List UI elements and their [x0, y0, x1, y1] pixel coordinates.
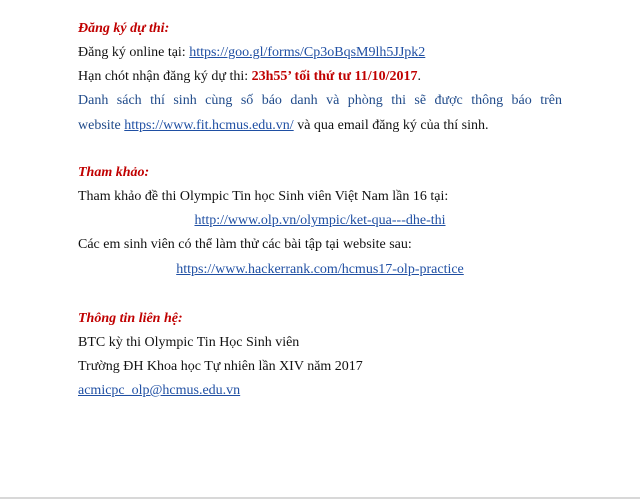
- notice-line-1: Danh sách thí sinh cùng số báo danh và phòng thi sẽ được thông báo trên: [78, 93, 562, 108]
- deadline-time: 23h55’ tối thứ tư 11/10/2017: [251, 69, 418, 84]
- exam-reference-line: [0, 212, 640, 230]
- page-bottom-divider: [0, 497, 640, 499]
- exam-reference-text: Tham khảo đề thi Olympic Tin học Sinh viên Việt Nam lần 16 tại:: [78, 189, 449, 204]
- contact-committee: BTC kỳ thi Olympic Tin Học Sinh viên: [78, 335, 300, 350]
- fit-website-link[interactable]: https://www.fit.hcmus.edu.vn/: [124, 118, 294, 133]
- practice-text: Các em sinh viên có thể làm thử các bài tập tại website sau:: [78, 237, 412, 252]
- contact-heading: Thông tin liên hệ:: [78, 311, 183, 326]
- registration-form-link[interactable]: https://goo.gl/forms/Cp3oBqsM9lh5JJpk2: [189, 45, 426, 60]
- practice-link-line: [0, 261, 640, 279]
- notice-prefix: website: [78, 118, 125, 133]
- notice-suffix: và qua email đăng ký của thí sinh.: [293, 118, 489, 133]
- contact-email-line: [78, 382, 240, 400]
- contact-school: Trường ĐH Khoa học Tự nhiên lần XIV năm 2017: [78, 359, 363, 374]
- deadline-label: Hạn chót nhận đăng ký dự thi:: [78, 69, 252, 84]
- reference-heading: Tham khảo:: [78, 165, 150, 180]
- contact-email-link[interactable]: acmicpc_olp@hcmus.edu.vn: [78, 383, 241, 398]
- registration-heading: Đăng ký dự thi:: [78, 21, 170, 36]
- online-registration-line: [78, 44, 425, 62]
- online-registration-label: Đăng ký online tại:: [78, 45, 190, 60]
- olp-exam-link[interactable]: http://www.olp.vn/olympic/ket-qua---dhe-thi: [194, 213, 446, 228]
- notice-line-2: [78, 117, 488, 135]
- hackerrank-practice-link[interactable]: https://www.hackerrank.com/hcmus17-olp-practice: [176, 262, 464, 277]
- deadline-end: .: [417, 69, 422, 84]
- deadline-line: [78, 68, 421, 86]
